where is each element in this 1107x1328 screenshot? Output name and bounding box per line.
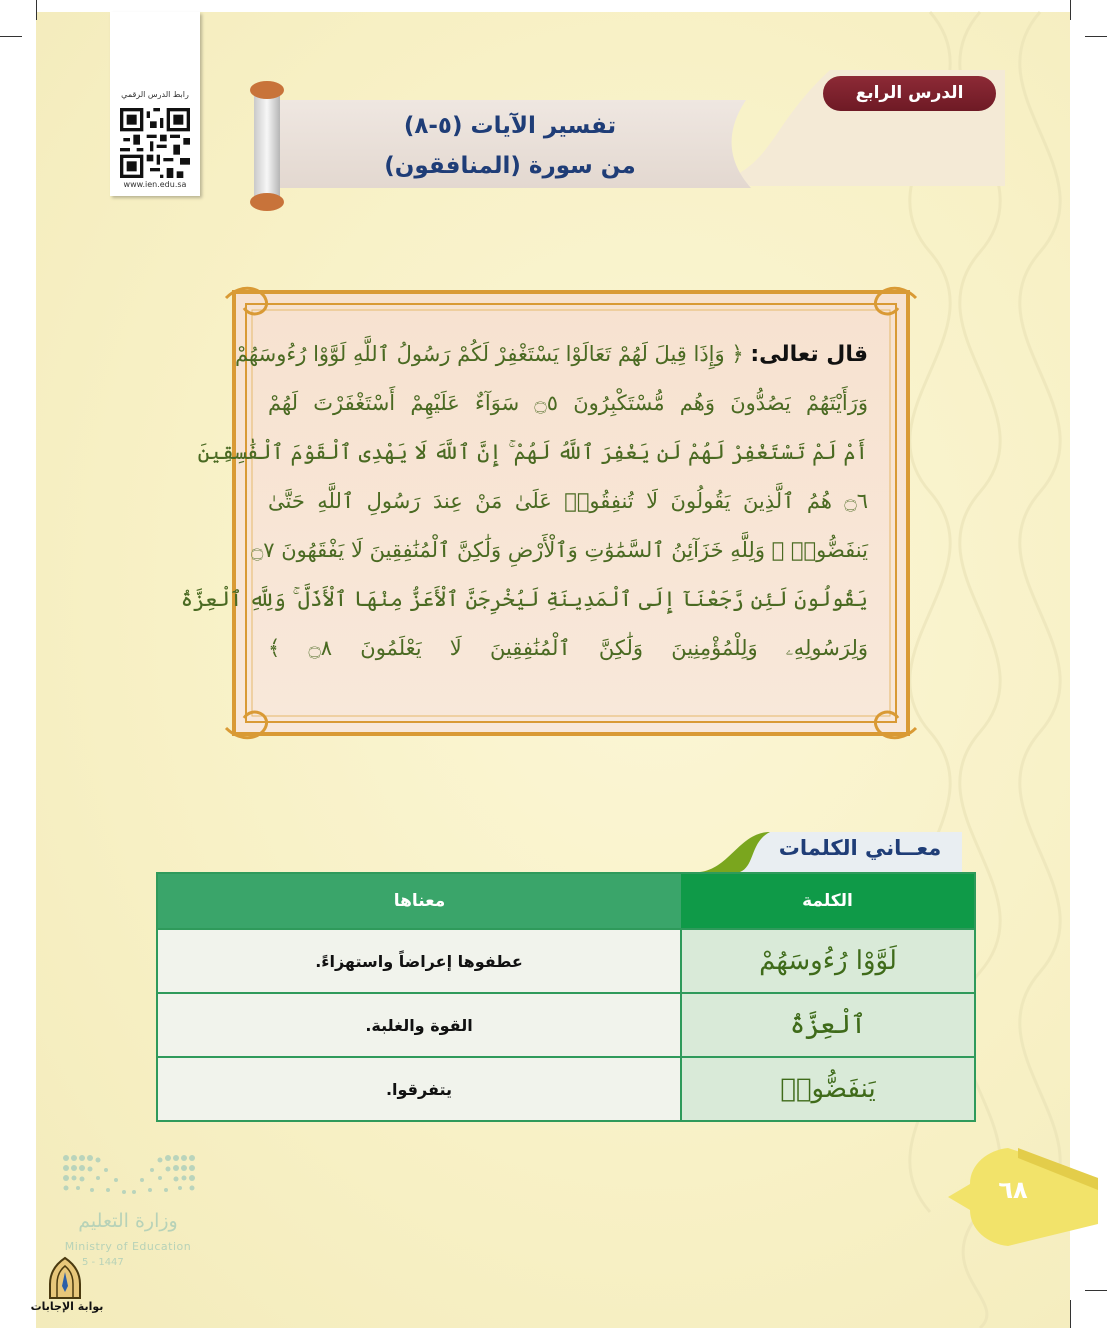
verse-line-3: أَمْ لَمْ تَسْتَغْفِرْ لَهُمْ لَن يَغْفِرَ ٱللَّهُ لَهُمْ ۚ إِنَّ ٱللَّهَ لَا يَهْدِى ٱلْقَوْمَ ٱلْفَٰسِقِينَ xyxy=(197,440,868,464)
lesson-tag: الدرس الرابع xyxy=(823,76,996,111)
page-number: ٦٨ xyxy=(998,1176,1028,1204)
word-cell: لَوَّوْا رُءُوسَهُمْ xyxy=(681,929,975,993)
crop-mark xyxy=(1070,1300,1071,1328)
meaning-cell: عطفوها إعراضاً واستهزاءً. xyxy=(157,929,681,993)
qr-card[interactable] xyxy=(110,12,200,196)
title-scroll xyxy=(246,80,766,210)
verse-line-1 xyxy=(235,330,868,379)
verse-line-4: ۝٦ هُمُ ٱلَّذِينَ يَقُولُونَ لَا تُنفِقُوا۟ عَلَىٰ مَنْ عِندَ رَسُولِ ٱللَّهِ حَتَّىٰ xyxy=(268,489,868,513)
table-row xyxy=(157,993,975,1057)
word-column-header: الكلمة xyxy=(681,873,975,929)
ministry-name-ar: وزارة التعليم xyxy=(78,1210,178,1232)
lesson-title-line-1: تفسير الآيات (٥-٨) xyxy=(403,113,617,139)
verse-line-7: وَلِرَسُولِهِۦ وَلِلْمُؤْمِنِينَ وَلَٰكِنَّ ٱلْمُنَٰفِقِينَ لَا يَعْلَمُونَ ۝٨ ﴾ xyxy=(268,636,868,660)
site-logo-icon xyxy=(42,1256,88,1300)
verse-line-5: يَنفَضُّوا۟ ۗ وَلِلَّهِ خَزَآئِنُ ٱلسَّمَٰوَٰتِ وَٱلْأَرْضِ وَلَٰكِنَّ ٱلْمُنَٰفِقِينَ لَا يَفْقَهُونَ ۝٧ xyxy=(250,538,868,562)
table-header-row xyxy=(157,873,975,929)
meaning-cell: القوة والغلبة. xyxy=(157,993,681,1057)
verse-line-2: وَرَأَيْتَهُمْ يَصُدُّونَ وَهُم مُّسْتَكْبِرُونَ ۝٥ سَوَآءٌ عَلَيْهِمْ أَسْتَغْفَرْتَ لَهُمْ xyxy=(268,391,868,415)
word-cell: ٱلْعِزَّةُ xyxy=(681,993,975,1057)
ministry-name-en: Ministry of Education xyxy=(64,1240,192,1253)
meaning-cell: يتفرقوا. xyxy=(157,1057,681,1121)
qr-url[interactable]: www.ien.edu.sa xyxy=(123,180,187,189)
verse-text: ﴿ وَإِذَا قِيلَ لَهُمْ تَعَالَوْا يَسْتَغْفِرْ لَكُمْ رَسُولُ ٱللَّهِ لَوَّوْا رُءُوسَهُمْ xyxy=(235,342,744,366)
meanings-table xyxy=(156,872,976,1122)
table-row xyxy=(157,1057,975,1121)
crop-mark xyxy=(1070,0,1071,20)
site-name[interactable]: بوابة الإجابات xyxy=(30,1300,104,1313)
edition-year: 5 - 1447 xyxy=(82,1257,124,1268)
lesson-title-line-2: من سورة (المنافقون) xyxy=(384,153,636,179)
meaning-column-header: معناها xyxy=(157,873,681,929)
crop-mark xyxy=(0,36,22,37)
qr-code-icon[interactable] xyxy=(120,108,190,178)
table-row xyxy=(157,929,975,993)
crop-mark xyxy=(1085,1290,1107,1291)
verse-intro: قال تعالى: xyxy=(750,342,868,367)
quran-verses xyxy=(180,330,868,700)
crop-mark xyxy=(36,0,37,20)
qr-label: رابط الدرس الرقمي xyxy=(121,90,189,99)
word-cell: يَنفَضُّوا۟ xyxy=(681,1057,975,1121)
crop-mark xyxy=(1085,36,1107,37)
ministry-logo-icon xyxy=(60,1152,198,1200)
meanings-title: معــاني الكلمات xyxy=(778,836,942,860)
verse-line-6: يَقُولُونَ لَئِن رَّجَعْنَآ إِلَى ٱلْمَدِينَةِ لَيُخْرِجَنَّ ٱلْأَعَزُّ مِنْهَا ٱلْأَذَلَّ ۚ وَلِلَّهِ ٱلْعِزَّةُ xyxy=(180,587,868,611)
